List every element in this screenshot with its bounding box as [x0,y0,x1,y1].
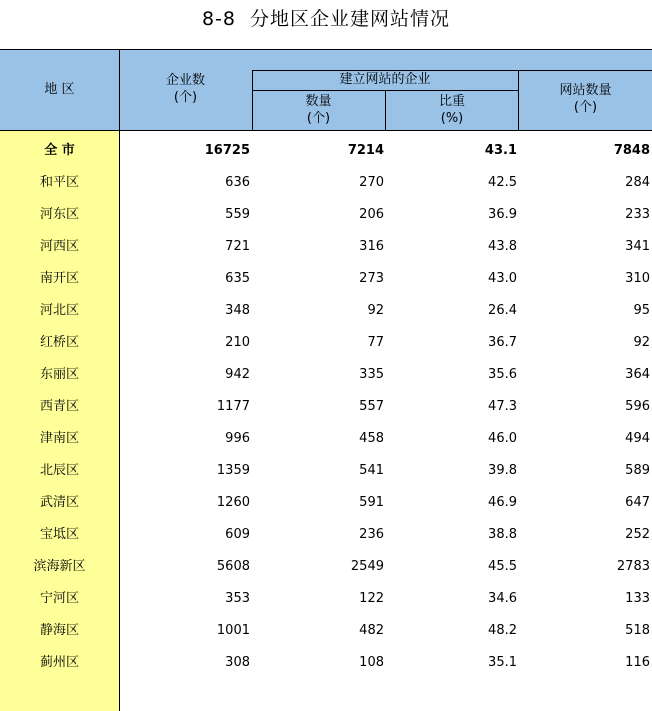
region-cell: 南开区 [39,271,79,286]
share-cell: 39.8 [488,463,517,478]
table-row [0,615,652,647]
enterprises-cell: 16725 [204,143,250,158]
region-cell: 北辰区 [39,463,79,478]
enterprises-cell: 348 [225,303,250,318]
table-row [0,231,652,263]
share-cell: 43.1 [484,143,517,158]
header-websites [519,82,652,116]
table-row [0,391,652,423]
header-count [252,93,385,127]
region-cell: 宝坻区 [39,527,79,542]
region-cell: 全 市 [44,143,75,158]
count-cell: 591 [359,495,384,510]
table-row [0,263,652,295]
count-cell: 206 [359,207,384,222]
websites-cell: 252 [625,527,650,542]
count-cell: 2549 [350,559,384,574]
share-cell: 48.2 [488,623,517,638]
header-with-website: 建立网站的企业 [339,72,431,87]
enterprises-cell: 609 [225,527,250,542]
table-title: 分地区企业建网站情况 [250,8,451,30]
enterprises-cell: 559 [225,207,250,222]
websites-cell: 310 [625,271,650,286]
header-share-label: 比重 [438,94,465,109]
header-websites-label: 网站数量 [559,83,612,98]
region-cell: 滨海新区 [33,559,86,574]
region-cell: 红桥区 [39,335,79,350]
table-row [0,583,652,615]
enterprises-cell: 1359 [216,463,250,478]
share-cell: 36.7 [488,335,517,350]
websites-cell: 494 [625,431,650,446]
count-cell: 7214 [347,143,384,158]
count-cell: 122 [359,591,384,606]
enterprises-cell: 210 [225,335,250,350]
share-cell: 38.8 [488,527,517,542]
websites-cell: 364 [625,367,650,382]
region-cell: 河西区 [39,239,79,254]
region-cell: 武清区 [39,495,79,510]
header-region: 地 区 [44,82,75,97]
count-cell: 77 [367,335,384,350]
share-cell: 46.0 [488,431,517,446]
table-row [0,295,652,327]
header-divider-3 [518,70,519,130]
table-row [0,647,652,679]
websites-cell: 95 [633,303,650,318]
table-row [0,551,652,583]
share-cell: 42.5 [488,175,517,190]
share-cell: 45.5 [488,559,517,574]
websites-cell: 647 [625,495,650,510]
count-cell: 541 [359,463,384,478]
table-row [0,423,652,455]
count-cell: 557 [359,399,384,414]
header-share-unit: (%) [440,111,464,126]
share-cell: 46.9 [488,495,517,510]
share-cell: 34.6 [488,591,517,606]
region-cell: 河北区 [39,303,79,318]
table-row [0,455,652,487]
count-cell: 92 [367,303,384,318]
websites-cell: 133 [625,591,650,606]
enterprises-cell: 353 [225,591,250,606]
header-share [386,93,518,127]
share-cell: 26.4 [488,303,517,318]
count-cell: 273 [359,271,384,286]
table-row [0,359,652,391]
header-divider-2 [385,90,386,130]
share-cell: 35.1 [488,655,517,670]
header-divider-1 [252,70,253,130]
table-row-total [0,135,652,167]
region-cell: 西青区 [39,399,79,414]
count-cell: 270 [359,175,384,190]
websites-cell: 341 [625,239,650,254]
header-enterprises [120,72,251,106]
header-websites-unit: (个) [573,100,598,115]
table-row [0,487,652,519]
share-cell: 36.9 [488,207,517,222]
table-number: 8-8 [201,8,237,30]
websites-cell: 116 [625,655,650,670]
header-enterprises-unit: (个) [173,90,198,105]
header-sub-rule-top [252,70,652,71]
count-cell: 236 [359,527,384,542]
enterprises-cell: 635 [225,271,250,286]
count-cell: 458 [359,431,384,446]
enterprises-cell: 636 [225,175,250,190]
enterprises-cell: 721 [225,239,250,254]
enterprises-cell: 1001 [216,623,250,638]
share-cell: 47.3 [488,399,517,414]
enterprises-cell: 1177 [216,399,250,414]
table-row [0,327,652,359]
region-cell: 津南区 [39,431,79,446]
share-cell: 43.8 [488,239,517,254]
region-cell: 静海区 [39,623,79,638]
count-cell: 335 [359,367,384,382]
page-title [0,4,652,32]
count-cell: 482 [359,623,384,638]
count-cell: 316 [359,239,384,254]
enterprises-cell: 996 [225,431,250,446]
websites-cell: 233 [625,207,650,222]
share-cell: 35.6 [488,367,517,382]
enterprises-cell: 1260 [216,495,250,510]
region-cell: 河东区 [39,207,79,222]
websites-cell: 2783 [616,559,650,574]
region-cell: 和平区 [39,175,79,190]
websites-cell: 596 [625,399,650,414]
enterprises-cell: 308 [225,655,250,670]
region-cell: 东丽区 [39,367,79,382]
table-row [0,199,652,231]
region-cell: 宁河区 [39,591,79,606]
enterprises-cell: 942 [225,367,250,382]
header-count-unit: (个) [306,111,331,126]
table-row [0,167,652,199]
table-row [0,519,652,551]
websites-cell: 589 [625,463,650,478]
share-cell: 43.0 [488,271,517,286]
websites-cell: 92 [633,335,650,350]
websites-cell: 518 [625,623,650,638]
header-enterprises-label: 企业数 [165,73,205,88]
region-cell: 蓟州区 [39,655,79,670]
header-count-label: 数量 [305,94,332,109]
count-cell: 108 [359,655,384,670]
websites-cell: 7848 [613,143,650,158]
enterprises-cell: 5608 [216,559,250,574]
websites-cell: 284 [625,175,650,190]
